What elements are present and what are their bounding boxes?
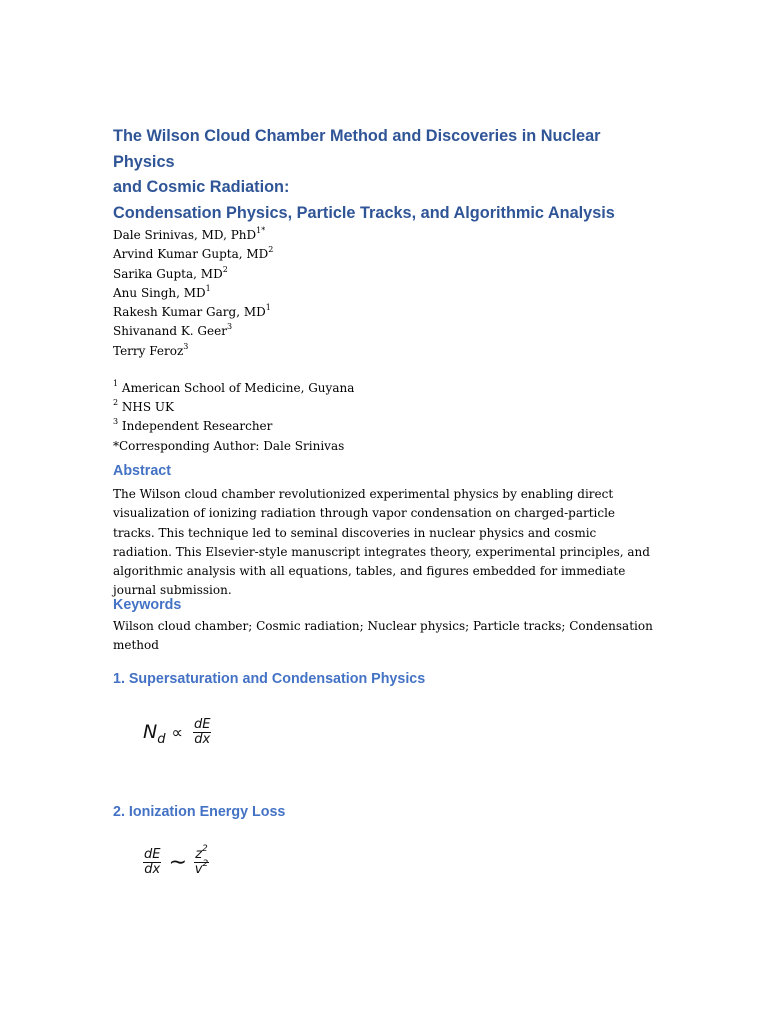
equation-1 — [143, 718, 211, 747]
eq1-subscript: d — [157, 731, 166, 747]
eq1-denominator: dx — [194, 732, 211, 747]
author: Shivanand K. Geer$^3$ — [113, 322, 233, 339]
author: Anu Singh, $MD^1$ — [113, 283, 211, 300]
author: Rakesh Kumar Garg, $MD^1$ — [113, 303, 271, 320]
title-line-2: and Cosmic Radiation: — [113, 178, 290, 196]
eq1-fraction — [193, 718, 211, 747]
author: Dale Srinivas, MD, PhD$^{1*}$ — [113, 226, 266, 242]
eq1-proportional: ∝ — [171, 723, 183, 742]
affiliation: $^3$ Independent Researcher — [113, 417, 273, 434]
affiliation-list — [113, 379, 658, 456]
affiliation: $^1$ American School of Medicine, Guyana — [113, 379, 355, 396]
title-line-3: Condensation Physics, Particle Tracks, and Algorithmic Analysis — [113, 203, 615, 222]
equation-2 — [143, 843, 209, 877]
author: Sarika Gupta, $MD^2$ — [113, 264, 228, 281]
eq2-right-fraction — [194, 843, 209, 877]
author-list — [113, 226, 658, 361]
section-1-heading: 1. Supersaturation and Condensation Physics — [113, 671, 426, 687]
eq1-numerator: dE — [194, 717, 211, 732]
eq2-numerator: dE — [144, 847, 161, 862]
eq2-tilde: ∼ — [168, 850, 188, 875]
eq2-right-denominator: $v^2$ — [194, 858, 209, 877]
title-line-1: The Wilson Cloud Chamber Method and Discoveries in Nuclear Physics — [113, 127, 601, 171]
eq2-right-numerator: $z^2$ — [195, 843, 208, 862]
corresponding-author: *Corresponding Author: Dale Srinivas — [113, 438, 345, 453]
abstract-heading: Abstract — [113, 463, 171, 479]
eq2-denominator: dx — [144, 862, 161, 877]
abstract-text: The Wilson cloud chamber revolutionized experimental physics by enabling direct visualization of ionizing radiation through vapor condensation on charged-particle tracks. This technique led to seminal discoveries in nuclear physics and cosmic radiation. This Elsevier-style manuscript integrates theory, experimental principles, and algorithmic analysis with all equations, tables, and figures embedded for immediate journal submission. — [113, 487, 650, 598]
author: Arvind Kumar Gupta, $MD^2$ — [113, 245, 274, 262]
keywords-heading: Keywords — [113, 597, 182, 613]
author: Terry Feroz$^3$ — [113, 341, 189, 358]
eq2-left-fraction — [143, 848, 161, 877]
paper-page — [113, 124, 658, 877]
keywords-text: Wilson cloud chamber; Cosmic radiation; Nuclear physics; Particle tracks; Condensation method — [113, 619, 653, 653]
eq1-lhs: N — [143, 721, 158, 743]
paper-title — [113, 124, 658, 226]
section-2-heading: 2. Ionization Energy Loss — [113, 804, 286, 820]
affiliation: $^2$ NHS UK — [113, 398, 174, 415]
